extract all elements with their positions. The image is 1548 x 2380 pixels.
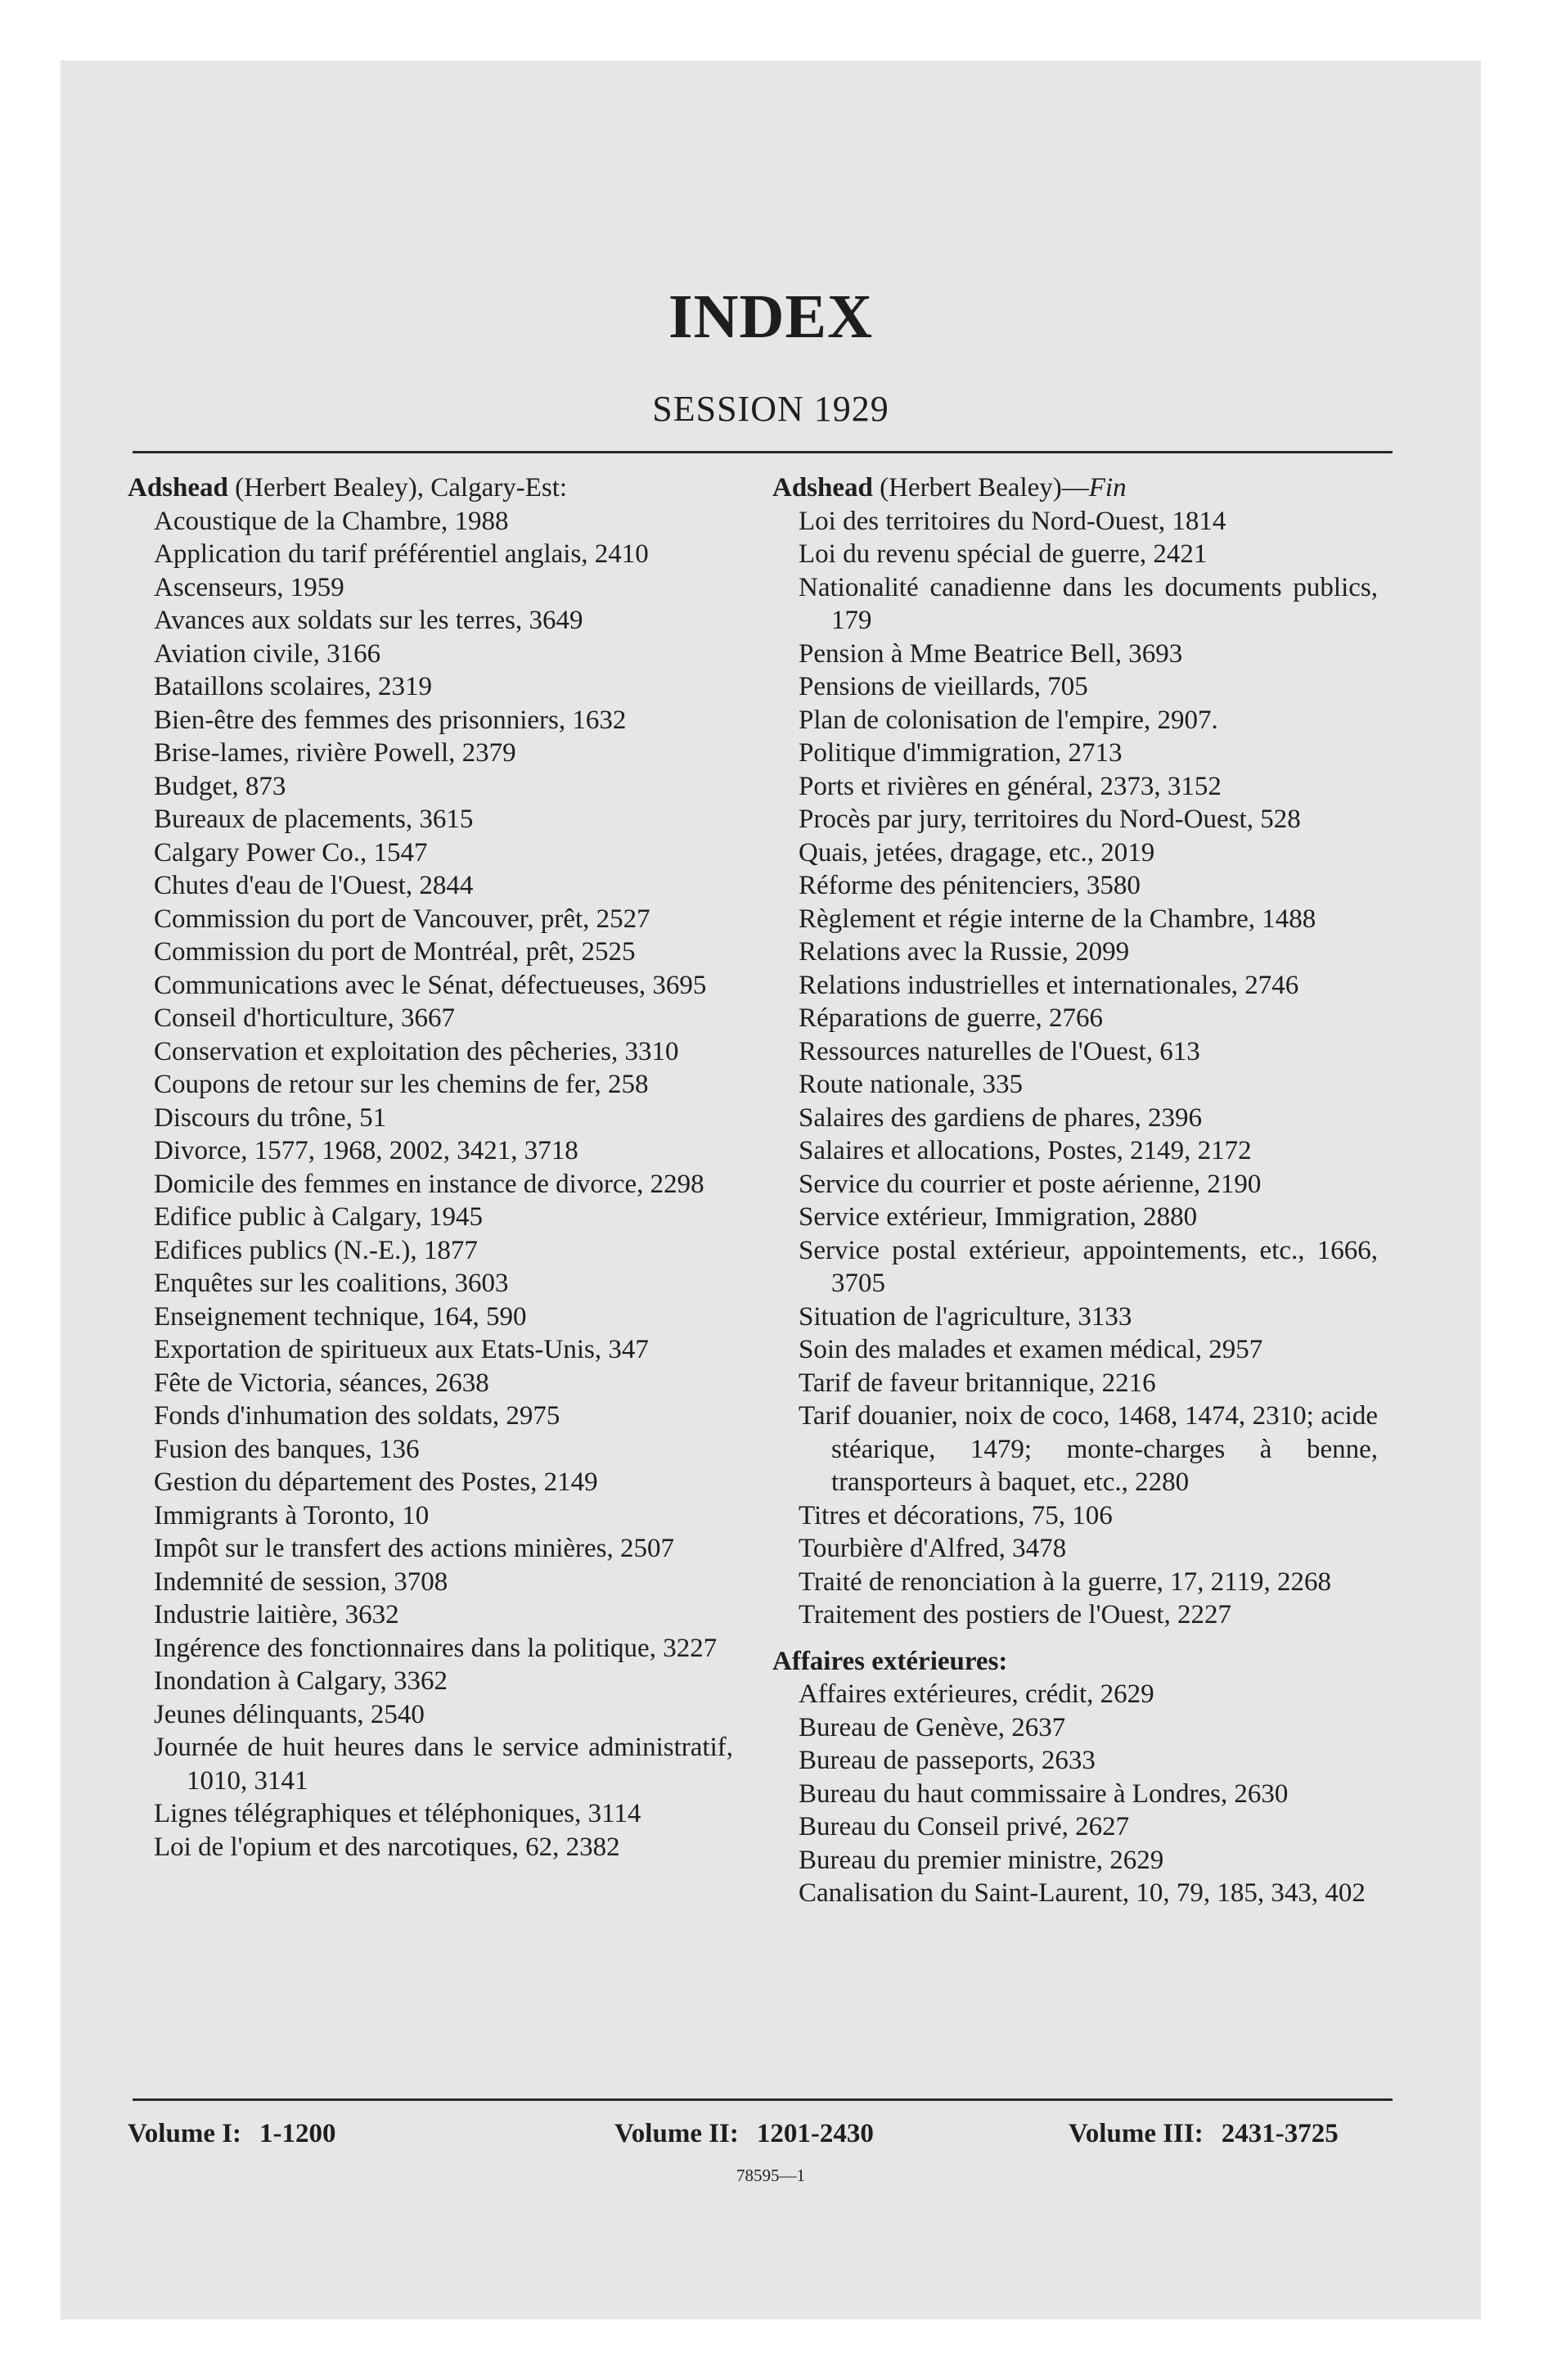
index-entry: Bureau de passeports, 2633 xyxy=(799,1746,1096,1775)
index-entry: Ingérence des fonctionnaires dans la politique, 3227 xyxy=(154,1633,718,1663)
index-entry: Salaires des gardiens de phares, 2396 xyxy=(799,1102,1203,1133)
index-entry: Nationalité canadienne dans les documents publics, 179 xyxy=(799,572,1378,635)
index-entry: Pensions de vieillards, 705 xyxy=(799,672,1088,701)
page-title: INDEX xyxy=(668,282,873,351)
index-entry: Communications avec le Sénat, défectueuses, 3695 xyxy=(154,970,707,1000)
index-entry: Acoustique de la Chambre, 1988 xyxy=(154,506,509,536)
index-entry: Industrie laitière, 3632 xyxy=(154,1600,399,1629)
index-entry: Bataillons scolaires, 2319 xyxy=(154,672,433,701)
left-column xyxy=(128,471,733,1864)
index-entry: Domicile des femmes en instance de divorce, 2298 xyxy=(154,1169,704,1199)
volume-1: Volume I: 1-1200 xyxy=(128,2119,336,2148)
top-rule xyxy=(133,451,1393,453)
index-entry: Budget, 873 xyxy=(154,771,286,801)
index-entry: Commission du port de Vancouver, prêt, 2527 xyxy=(154,904,650,934)
index-entry: Service du courrier et poste aérienne, 2190 xyxy=(799,1169,1262,1199)
index-entry: Service postal extérieur, appointements, etc., 1666, 3705 xyxy=(799,1235,1378,1298)
section-heading-affaires: Affaires extérieures: xyxy=(772,1646,1008,1676)
index-entry: Tarif douanier, noix de coco, 1468, 1474, 2310; acide stéarique, 1479; monte-charges à benne, transporteurs à baquet, etc., 2280 xyxy=(799,1401,1378,1497)
index-entry: Edifices publics (N.-E.), 1877 xyxy=(154,1235,478,1265)
heading-rest: (Herbert Bealey), Calgary-Est: xyxy=(227,473,568,503)
index-entry: Lignes télégraphiques et téléphoniques, 3114 xyxy=(154,1799,641,1828)
volume-2: Volume II: 1201-2430 xyxy=(614,2119,874,2148)
index-entry: Inondation à Calgary, 3362 xyxy=(154,1666,448,1696)
index-entry: Situation de l'agriculture, 3133 xyxy=(799,1301,1132,1332)
index-entry: Journée de huit heures dans le service administratif, 1010, 3141 xyxy=(154,1733,733,1796)
index-entry: Tourbière d'Alfred, 3478 xyxy=(799,1534,1067,1563)
index-entry: Calgary Power Co., 1547 xyxy=(154,837,428,868)
index-entry: Réforme des pénitenciers, 3580 xyxy=(799,871,1141,900)
index-entry: Ports et rivières en général, 2373, 3152 xyxy=(799,771,1222,801)
index-entry: Canalisation du Saint-Laurent, 10, 79, 185, 343, 402 xyxy=(799,1878,1366,1908)
index-entry: Relations industrielles et internationales, 2746 xyxy=(799,970,1299,1000)
index-entry: Fusion des banques, 136 xyxy=(154,1434,420,1464)
index-entry: Pension à Mme Beatrice Bell, 3693 xyxy=(799,638,1183,669)
index-entry: Ressources naturelles de l'Ouest, 613 xyxy=(799,1036,1200,1066)
index-entry: Relations avec la Russie, 2099 xyxy=(799,937,1130,967)
heading-fin: Fin xyxy=(1088,473,1127,503)
index-entry: Procès par jury, territoires du Nord-Ouest, 528 xyxy=(799,805,1301,834)
index-entry: Jeunes délinquants, 2540 xyxy=(154,1699,425,1729)
heading-rest: (Herbert Bealey)— xyxy=(872,473,1089,503)
index-entry: Bureau du premier ministre, 2629 xyxy=(799,1845,1164,1875)
index-entry: Loi des territoires du Nord-Ouest, 1814 xyxy=(799,506,1226,536)
right-entry-list xyxy=(772,505,1378,1632)
index-entry: Affaires extérieures, crédit, 2629 xyxy=(799,1679,1154,1709)
right-column xyxy=(772,471,1378,1910)
index-entry: Edifice public à Calgary, 1945 xyxy=(154,1202,483,1232)
index-entry: Fonds d'inhumation des soldats, 2975 xyxy=(154,1401,560,1431)
index-entry: Exportation de spiritueux aux Etats-Unis, 347 xyxy=(154,1335,649,1364)
index-entry: Avances aux soldats sur les terres, 3649 xyxy=(154,606,583,635)
index-entry: Impôt sur le transfert des actions minières, 2507 xyxy=(154,1534,675,1563)
index-entry: Conservation et exploitation des pêcheries, 3310 xyxy=(154,1036,679,1066)
index-entry: Enseignement technique, 164, 590 xyxy=(154,1301,527,1332)
print-code: 78595—1 xyxy=(736,2166,805,2185)
left-column-heading xyxy=(128,471,733,505)
heading-name: Adshead xyxy=(772,473,873,503)
index-entry: Tarif de faveur britannique, 2216 xyxy=(799,1368,1156,1398)
volume-3: Volume III: 2431-3725 xyxy=(1069,2119,1339,2148)
index-entry: Conseil d'horticulture, 3667 xyxy=(154,1003,455,1033)
index-entry: Gestion du département des Postes, 2149 xyxy=(154,1467,598,1497)
index-entry: Politique d'immigration, 2713 xyxy=(799,738,1123,768)
index-entry: Discours du trône, 51 xyxy=(154,1102,387,1133)
index-entry: Service extérieur, Immigration, 2880 xyxy=(799,1202,1198,1232)
index-entry: Coupons de retour sur les chemins de fer, 258 xyxy=(154,1070,649,1099)
index-entry: Titres et décorations, 75, 106 xyxy=(799,1500,1113,1530)
index-entry: Réparations de guerre, 2766 xyxy=(799,1003,1104,1033)
left-entry-list xyxy=(128,505,733,1864)
index-entry: Bureau de Genève, 2637 xyxy=(799,1712,1066,1742)
index-page xyxy=(61,61,1481,2319)
index-entry: Fête de Victoria, séances, 2638 xyxy=(154,1368,489,1398)
index-entry: Loi de l'opium et des narcotiques, 62, 2382 xyxy=(154,1832,620,1862)
index-entry: Brise-lames, rivière Powell, 2379 xyxy=(154,738,516,768)
page-subtitle: SESSION 1929 xyxy=(652,389,889,429)
index-entry: Application du tarif préférentiel anglais, 2410 xyxy=(154,539,649,569)
index-entry: Quais, jetées, dragage, etc., 2019 xyxy=(799,837,1155,868)
index-entry: Enquêtes sur les coalitions, 3603 xyxy=(154,1269,509,1298)
index-entry: Immigrants à Toronto, 10 xyxy=(154,1500,430,1530)
index-entry: Commission du port de Montréal, prêt, 2525 xyxy=(154,937,636,967)
index-entry: Ascenseurs, 1959 xyxy=(154,572,344,602)
index-entry: Chutes d'eau de l'Ouest, 2844 xyxy=(154,871,474,900)
index-entry: Règlement et régie interne de la Chambre, 1488 xyxy=(799,904,1316,934)
affaires-entry-list xyxy=(772,1678,1378,1910)
index-entry: Salaires et allocations, Postes, 2149, 2172 xyxy=(799,1136,1252,1165)
right-column-heading xyxy=(772,471,1378,505)
bottom-rule xyxy=(133,2098,1393,2101)
index-entry: Traitement des postiers de l'Ouest, 2227 xyxy=(799,1600,1231,1629)
index-entry: Traité de renonciation à la guerre, 17, 2119, 2268 xyxy=(799,1566,1331,1597)
index-entry: Bien-être des femmes des prisonniers, 1632 xyxy=(154,705,627,735)
index-entry: Route nationale, 335 xyxy=(799,1070,1024,1099)
index-entry: Bureau du Conseil privé, 2627 xyxy=(799,1812,1130,1841)
index-entry: Bureaux de placements, 3615 xyxy=(154,805,474,834)
index-entry: Bureau du haut commissaire à Londres, 2630 xyxy=(799,1778,1289,1809)
index-entry: Divorce, 1577, 1968, 2002, 3421, 3718 xyxy=(154,1136,578,1165)
heading-name: Adshead xyxy=(128,473,228,503)
index-entry: Indemnité de session, 3708 xyxy=(154,1566,448,1597)
index-entry: Loi du revenu spécial de guerre, 2421 xyxy=(799,539,1208,569)
index-entry: Plan de colonisation de l'empire, 2907. xyxy=(799,705,1218,735)
index-entry: Soin des malades et examen médical, 2957 xyxy=(799,1335,1263,1364)
index-entry: Aviation civile, 3166 xyxy=(154,638,381,669)
